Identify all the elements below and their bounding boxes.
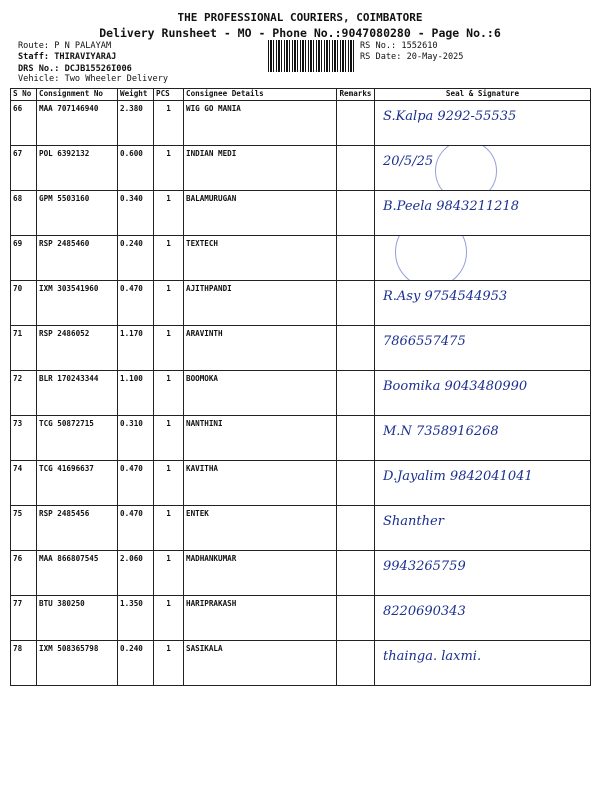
cell-remarks <box>337 236 375 281</box>
table-row <box>11 281 591 326</box>
cell-pcs: 1 <box>154 506 184 551</box>
cell-seal-signature <box>375 641 591 686</box>
drs-label: DRS No.: DCJB15526I006 <box>18 64 132 74</box>
cell-remarks <box>337 281 375 326</box>
cell-weight: 1.170 <box>118 326 154 371</box>
cell-consignee: AJITHPANDI <box>184 281 337 326</box>
vehicle-label: Vehicle: Two Wheeler Delivery <box>18 74 169 84</box>
table-row <box>11 101 591 146</box>
cell-pcs: 1 <box>154 326 184 371</box>
cell-seal-signature <box>375 596 591 641</box>
cell-pcs: 1 <box>154 551 184 596</box>
handwritten-signature: 20/5/25 <box>383 154 434 169</box>
cell-seal-signature <box>375 461 591 506</box>
cell-consignment: IXM 303541960 <box>37 281 118 326</box>
handwritten-signature: thainga. laxmi. <box>383 649 482 664</box>
cell-consignee: MADHANKUMAR <box>184 551 337 596</box>
cell-sno: 78 <box>11 641 37 686</box>
cell-sno: 70 <box>11 281 37 326</box>
cell-seal-signature <box>375 506 591 551</box>
cell-sno: 66 <box>11 101 37 146</box>
cell-remarks <box>337 371 375 416</box>
route-label: Route: P N PALAYAM <box>18 41 112 51</box>
delivery-stamp <box>435 146 497 191</box>
runsheet-table <box>10 88 591 686</box>
cell-consignee: ENTEK <box>184 506 337 551</box>
cell-remarks <box>337 461 375 506</box>
cell-consignment: MAA 707146940 <box>37 101 118 146</box>
cell-consignment: TCG 41696637 <box>37 461 118 506</box>
cell-consignee: BALAMURUGAN <box>184 191 337 236</box>
handwritten-signature: Shanther <box>383 514 444 529</box>
cell-remarks <box>337 641 375 686</box>
cell-remarks <box>337 101 375 146</box>
cell-weight: 2.060 <box>118 551 154 596</box>
rs-number: RS No.: 1552610 <box>360 41 438 51</box>
cell-consignee: KAVITHA <box>184 461 337 506</box>
handwritten-signature: 8220690343 <box>383 604 466 619</box>
cell-consignment: TCG 50872715 <box>37 416 118 461</box>
table-row <box>11 461 591 506</box>
cell-pcs: 1 <box>154 596 184 641</box>
handwritten-signature: 7866557475 <box>383 334 466 349</box>
table-header-row <box>11 89 591 101</box>
cell-consignment: POL 6392132 <box>37 146 118 191</box>
col-pcs: PCS <box>154 89 184 101</box>
cell-pcs: 1 <box>154 146 184 191</box>
cell-seal-signature <box>375 326 591 371</box>
cell-seal-signature <box>375 281 591 326</box>
cell-seal-signature <box>375 371 591 416</box>
col-seal-signature: Seal & Signature <box>375 89 591 101</box>
cell-remarks <box>337 146 375 191</box>
cell-seal-signature <box>375 101 591 146</box>
cell-consignee: INDIAN MEDI <box>184 146 337 191</box>
cell-pcs: 1 <box>154 101 184 146</box>
col-consignee: Consignee Details <box>184 89 337 101</box>
cell-weight: 0.470 <box>118 506 154 551</box>
cell-sno: 68 <box>11 191 37 236</box>
cell-weight: 0.600 <box>118 146 154 191</box>
table-row <box>11 191 591 236</box>
cell-sno: 71 <box>11 326 37 371</box>
cell-seal-signature <box>375 236 591 281</box>
handwritten-signature: Boomika 9043480990 <box>383 379 528 394</box>
cell-consignment: BLR 170243344 <box>37 371 118 416</box>
cell-remarks <box>337 191 375 236</box>
cell-remarks <box>337 416 375 461</box>
cell-consignment: MAA 866807545 <box>37 551 118 596</box>
staff-label: Staff: THIRAVIYARAJ <box>18 52 117 62</box>
cell-pcs: 1 <box>154 371 184 416</box>
handwritten-signature: R.Asy 9754544953 <box>383 289 508 304</box>
table-row <box>11 551 591 596</box>
cell-consignee: TEXTECH <box>184 236 337 281</box>
table-row <box>11 236 591 281</box>
cell-consignee: ARAVINTH <box>184 326 337 371</box>
cell-remarks <box>337 326 375 371</box>
cell-weight: 0.470 <box>118 281 154 326</box>
cell-consignee: NANTHINI <box>184 416 337 461</box>
cell-sno: 74 <box>11 461 37 506</box>
cell-consignment: GPM 5503160 <box>37 191 118 236</box>
cell-consignee: BOOMOKA <box>184 371 337 416</box>
cell-weight: 1.350 <box>118 596 154 641</box>
delivery-stamp <box>395 236 467 281</box>
cell-sno: 76 <box>11 551 37 596</box>
cell-pcs: 1 <box>154 641 184 686</box>
cell-consignment: IXM 508365798 <box>37 641 118 686</box>
cell-weight: 0.240 <box>118 641 154 686</box>
cell-consignment: RSP 2485460 <box>37 236 118 281</box>
table-row <box>11 371 591 416</box>
col-sno: S No <box>11 89 37 101</box>
cell-weight: 2.380 <box>118 101 154 146</box>
table-row <box>11 146 591 191</box>
cell-seal-signature <box>375 416 591 461</box>
handwritten-signature: M.N 7358916268 <box>383 424 499 439</box>
cell-seal-signature <box>375 146 591 191</box>
col-remarks: Remarks <box>337 89 375 101</box>
handwritten-signature: B.Peela 9843211218 <box>383 199 519 214</box>
cell-remarks <box>337 506 375 551</box>
handwritten-signature: 9943265759 <box>383 559 466 574</box>
table-row <box>11 596 591 641</box>
table-row <box>11 416 591 461</box>
cell-pcs: 1 <box>154 461 184 506</box>
cell-seal-signature <box>375 551 591 596</box>
cell-weight: 0.340 <box>118 191 154 236</box>
cell-sno: 67 <box>11 146 37 191</box>
handwritten-signature: S.Kalpa 9292-55535 <box>383 109 517 124</box>
cell-weight: 0.470 <box>118 461 154 506</box>
cell-sno: 69 <box>11 236 37 281</box>
cell-pcs: 1 <box>154 416 184 461</box>
cell-consignee: HARIPRAKASH <box>184 596 337 641</box>
barcode-image <box>268 40 356 72</box>
cell-seal-signature <box>375 191 591 236</box>
cell-pcs: 1 <box>154 191 184 236</box>
cell-consignee: WIG GO MANIA <box>184 101 337 146</box>
cell-consignment: RSP 2486052 <box>37 326 118 371</box>
cell-remarks <box>337 596 375 641</box>
col-consignment: Consignment No <box>37 89 118 101</box>
cell-pcs: 1 <box>154 236 184 281</box>
cell-sno: 77 <box>11 596 37 641</box>
table-row <box>11 506 591 551</box>
cell-remarks <box>337 551 375 596</box>
cell-consignment: RSP 2485456 <box>37 506 118 551</box>
table-row <box>11 326 591 371</box>
cell-sno: 75 <box>11 506 37 551</box>
table-row <box>11 641 591 686</box>
cell-consignee: SASIKALA <box>184 641 337 686</box>
cell-pcs: 1 <box>154 281 184 326</box>
cell-weight: 0.240 <box>118 236 154 281</box>
cell-sno: 72 <box>11 371 37 416</box>
cell-weight: 0.310 <box>118 416 154 461</box>
handwritten-signature: D.Jayalim 9842041041 <box>383 469 533 484</box>
col-weight: Weight <box>118 89 154 101</box>
runsheet-subtitle: Delivery Runsheet - MO - Phone No.:9047080280 - Page No.:6 <box>99 26 501 40</box>
cell-weight: 1.100 <box>118 371 154 416</box>
cell-sno: 73 <box>11 416 37 461</box>
rs-date: RS Date: 20-May-2025 <box>360 52 464 62</box>
cell-consignment: BTU 380250 <box>37 596 118 641</box>
company-title: THE PROFESSIONAL COURIERS, COIMBATORE <box>177 11 423 24</box>
